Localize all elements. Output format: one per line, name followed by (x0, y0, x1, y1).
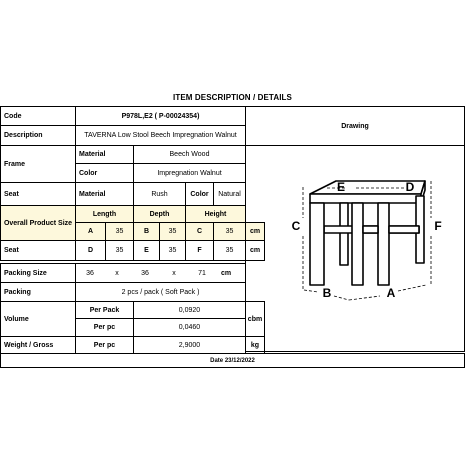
length-header: Length (75, 205, 134, 223)
seat-d-key: D (75, 240, 106, 261)
packing-height: 71 (198, 269, 206, 277)
packing-times-1: x (115, 269, 119, 277)
seat-dims-label: Seat (0, 240, 76, 261)
overall-a-value: 35 (105, 222, 134, 241)
seat-f-value: 35 (213, 240, 246, 261)
overall-size-label: Overall Product Size (0, 205, 76, 241)
seat-label: Seat (0, 182, 76, 206)
seat-dims-unit: cm (245, 240, 265, 261)
weight-per-pc-value: 2,9000 (133, 336, 246, 354)
seat-f-key: F (185, 240, 214, 261)
depth-header: Depth (133, 205, 186, 223)
volume-per-pc-label: Per pc (75, 318, 134, 337)
overall-c-key: C (185, 222, 214, 241)
code-value: P978L,E2 ( P-00024354) (75, 106, 246, 126)
drawing-letter-d: D (405, 180, 415, 195)
packing-times-2: x (172, 269, 176, 277)
overall-unit: cm (245, 222, 265, 241)
volume-label: Volume (0, 301, 76, 337)
description-label: Description (0, 125, 76, 146)
seat-e-key: E (133, 240, 160, 261)
volume-per-pack-label: Per Pack (75, 301, 134, 319)
drawing-label: Drawing (245, 106, 465, 146)
seat-d-value: 35 (105, 240, 134, 261)
seat-color-label: Color (185, 182, 214, 206)
frame-color-value: Impregnation Walnut (133, 163, 246, 183)
drawing-letter-c: C (291, 219, 301, 234)
overall-a-key: A (75, 222, 106, 241)
frame-material-value: Beech Wood (133, 145, 246, 164)
drawing-letter-a: A (386, 286, 396, 301)
weight-unit: kg (245, 336, 265, 354)
volume-per-pack-value: 0,0920 (133, 301, 246, 319)
drawing-letter-b: B (322, 286, 332, 301)
height-header: Height (185, 205, 246, 223)
code-label: Code (0, 106, 76, 126)
frame-material-label: Material (75, 145, 134, 164)
packing-value: 2 pcs / pack ( Soft Pack ) (75, 282, 246, 302)
packing-width: 36 (141, 269, 149, 277)
drawing-letter-e: E (336, 180, 346, 195)
packing-label: Packing (0, 282, 76, 302)
seat-color-value: Natural (213, 182, 246, 206)
volume-unit: cbm (245, 301, 265, 337)
weight-label: Weight / Gross (0, 336, 76, 354)
overall-b-value: 35 (159, 222, 186, 241)
seat-material-label: Material (75, 182, 134, 206)
volume-per-pc-value: 0,0460 (133, 318, 246, 337)
packing-length: 36 (86, 269, 94, 277)
stool-outline (310, 181, 425, 285)
frame-color-label: Color (75, 163, 134, 183)
seat-e-value: 35 (159, 240, 186, 261)
date-footer: Date 23/12/2022 (0, 353, 465, 368)
document-title: ITEM DESCRIPTION / DETAILS (173, 93, 292, 102)
packing-size-unit: cm (220, 269, 232, 277)
description-value: TAVERNA Low Stool Beech Impregnation Walnut (75, 125, 246, 146)
overall-b-key: B (133, 222, 160, 241)
frame-label: Frame (0, 145, 76, 183)
weight-per-pc-label: Per pc (75, 336, 134, 354)
packing-size-label: Packing Size (0, 263, 76, 283)
overall-c-value: 35 (213, 222, 246, 241)
drawing-letter-f: F (434, 219, 442, 234)
seat-material-value: Rush (133, 182, 186, 206)
